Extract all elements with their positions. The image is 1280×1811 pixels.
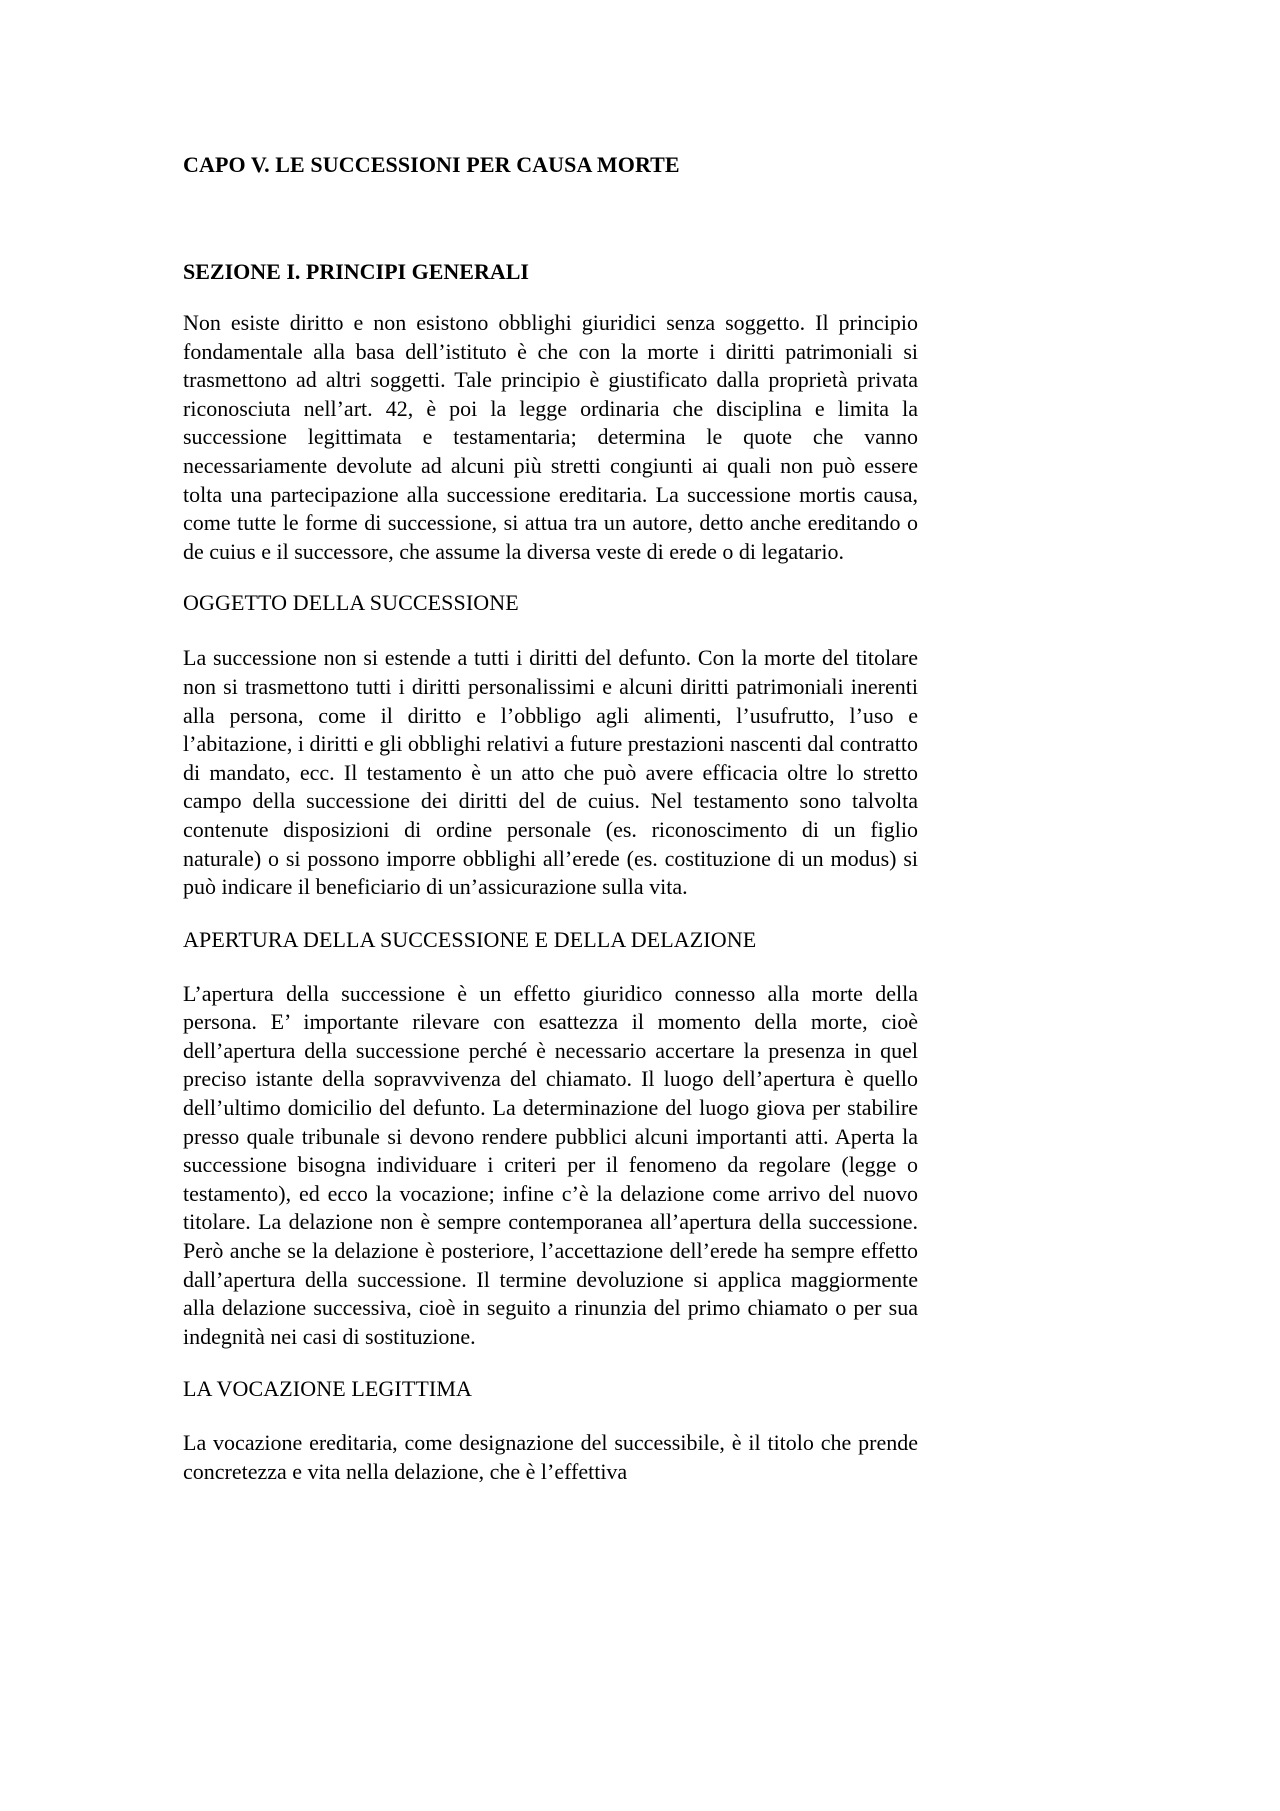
heading-oggetto-successione: OGGETTO DELLA SUCCESSIONE: [183, 590, 519, 616]
paragraph-oggetto-successione: La successione non si estende a tutti i diritti del defunto. Con la morte del titolare non si trasmettono tutti i diritti personalissimi e alcuni diritti patrimoniali inerenti alla persona, come il diritto e l’obbligo agli alimenti, l’usufrutto, l’uso e l’abitazione, i diritti e gli obblighi relativi a future prestazioni nascenti dal contratto di mandato, ecc. Il testamento è un atto che può avere efficacia oltre lo stretto campo della successione dei diritti del de cuius. Nel testamento sono talvolta contenute disposizioni di ordine personale (es. riconoscimento di un figlio naturale) o si possono imporre obblighi all’erede (es. costituzione di un modus) si può indicare il beneficiario di un’assicurazione sulla vita.: [183, 645, 918, 900]
chapter-title: CAPO V. LE SUCCESSIONI PER CAUSA MORTE: [183, 152, 680, 177]
heading-apertura-successione: APERTURA DELLA SUCCESSIONE E DELLA DELAZIONE: [183, 926, 757, 952]
document-page: [183, 148, 918, 1487]
paragraph-vocazione-legittima: La vocazione ereditaria, come designazione del successibile, è il titolo che prende concretezza e vita nella delazione, che è l’effettiva: [183, 1430, 918, 1484]
heading-vocazione-legittima: LA VOCAZIONE LEGITTIMA: [183, 1376, 472, 1402]
paragraph-principi-generali: Non esiste diritto e non esistono obblighi giuridici senza soggetto. Il principio fondamentale alla basa dell’istituto è che con la morte i diritti patrimoniali si trasmettono ad altri soggetti. Tale principio è giustificato dalla proprietà privata riconosciuta nell’art. 42, è poi la legge ordinaria che disciplina e limita la successione legittimata e testamentaria; determina le quote che vanno necessariamente devolute ad alcuni più stretti congiunti ai quali non può essere tolta una partecipazione alla successione ereditaria. La successione mortis causa, come tutte le forme di successione, si attua tra un autore, detto anche ereditando o de cuius e il successore, che assume la diversa veste di erede o di legatario.: [183, 310, 918, 564]
section-title: SEZIONE I. PRINCIPI GENERALI: [183, 259, 529, 284]
paragraph-apertura-successione: L’apertura della successione è un effetto giuridico connesso alla morte della persona. E’ importante rilevare con esattezza il momento della morte, cioè dell’apertura della successione perché è necessario accertare la presenza in quel preciso istante della sopravvivenza del chiamato. Il luogo dell’apertura è quello dell’ultimo domicilio del defunto. La determinazione del luogo giova per stabilire presso quale tribunale si devono rendere pubblici alcuni importanti atti. Aperta la successione bisogna individuare i criteri per il fenomeno da regolare (legge o testamento), ed ecco la vocazione; infine c’è la delazione come arrivo del nuovo titolare. La delazione non è sempre contemporanea all’apertura della successione. Però anche se la delazione è posteriore, l’accettazione dell’erede ha sempre effetto dall’apertura della successione. Il termine devoluzione si applica maggiormente alla delazione successiva, cioè in seguito a rinunzia del primo chiamato o per sua indegnità nei casi di sostituzione.: [183, 980, 918, 1349]
